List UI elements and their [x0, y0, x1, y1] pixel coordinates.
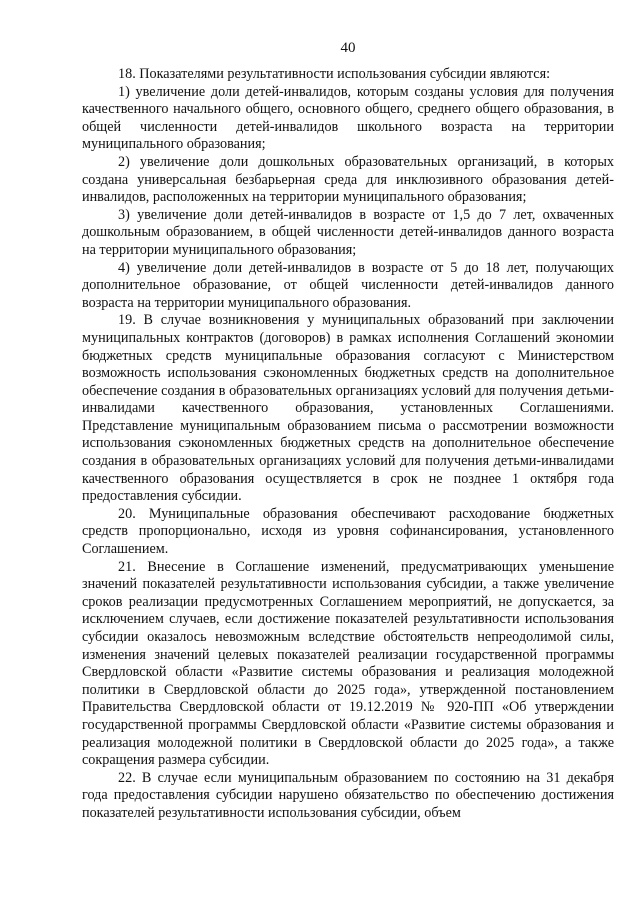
- paragraph-20: 20. Муниципальные образования обеспечивают расходование бюджетных средств пропорционально, исходя из уровня софинансирования, установленного Соглашением.: [82, 505, 614, 558]
- paragraph-18-item-2: 2) увеличение доли дошкольных образовательных организаций, в которых создана универсальная безбарьерная среда для инклюзивного образования детей-инвалидов, расположенных на территории муниципального образования;: [82, 153, 614, 206]
- page-number: 40: [340, 40, 356, 56]
- document-page: [82, 38, 614, 823]
- paragraph-18-item-4: 4) увеличение доли детей-инвалидов в возрасте от 5 до 18 лет, получающих дополнительное образование, от общей численности детей-инвалидов данного возраста на территории муниципального образования.: [82, 259, 614, 311]
- paragraph-18-item-1: 1) увеличение доли детей-инвалидов, которым созданы условия для получения качественного начального общего, основного общего, среднего общего образования, в общей численности детей-инвалидов школьного возраста на территории муниципального образования;: [82, 83, 614, 153]
- paragraph-21: 21. Внесение в Соглашение изменений, предусматривающих уменьшение значений показателей результативности использования субсидии, а также увеличение сроков реализации предусмотренных Соглашением мероприятий, не допускается, за исключением случаев, если достижение показателей результативности использования субсидии оказалось невозможным вследствие обстоятельств непреодолимой силы, изменения значений целевых показателей реализации государственной программы Свердловской области «Развитие системы образования и реализация молодежной политики в Свердловской области до 2025 года», утвержденной постановлением Правительства Свердловской области от 19.12.2019 № 920-ПП «Об утверждении государственной программы Свердловской области «Развитие системы образования и реализация молодежной политики в Свердловской области до 2025 года», а также сокращения размера субсидии.: [82, 558, 614, 769]
- paragraph-18-intro: 18. Показателями результативности использования субсидии являются:: [118, 66, 551, 82]
- paragraph-19: 19. В случае возникновения у муниципальных образований при заключении муниципальных контрактов (договоров) в рамках исполнения Соглашений экономии бюджетных средств муниципальные образования согласуют с Министерством возможность использования сэкономленных бюджетных средств на дополнительное обеспечение создания в образовательных организациях условий для получения детьми-инвалидами качественного образования, установленных Соглашениями. Представление муниципальным образованием письма о рассмотрении возможности использования сэкономленных бюджетных средств на дополнительное обеспечение создания в образовательных организациях условий для получения детьми-инвалидами качественного образования осуществляется в срок не позднее 1 октября года предоставления субсидии.: [82, 312, 614, 505]
- paragraph-18-item-3: 3) увеличение доли детей-инвалидов в возрасте от 1,5 до 7 лет, охваченных дошкольным образованием, в общей численности детей-инвалидов данного возраста на территории муниципального образования;: [82, 206, 614, 258]
- paragraph-22: 22. В случае если муниципальным образованием по состоянию на 31 декабря года предоставления субсидии нарушено обязательство по обеспечению достижения показателей результативности использования субсидии, объем: [82, 769, 614, 821]
